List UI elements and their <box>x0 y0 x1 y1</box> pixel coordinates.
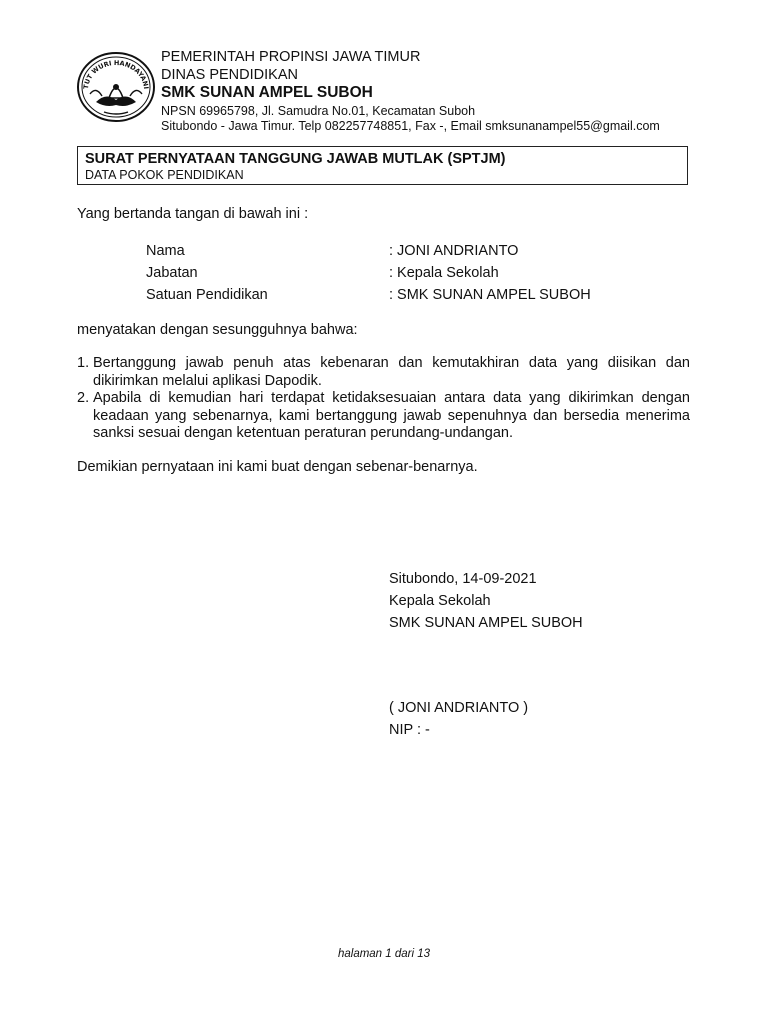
closing-text: Demikian pernyataan ini kami buat dengan sebenar-benarnya. <box>77 459 478 475</box>
signature-place-date: Situbondo, 14-09-2021 <box>389 571 537 587</box>
list-item-number: 2. <box>77 390 90 406</box>
statement-list <box>77 355 690 443</box>
identity-label: Nama <box>146 243 185 259</box>
tut-wuri-handayani-emblem-icon <box>76 50 156 124</box>
identity-label: Satuan Pendidikan <box>146 287 268 303</box>
identity-table <box>146 240 706 306</box>
letterhead-school-name: SMK SUNAN AMPEL SUBOH <box>161 84 373 101</box>
letterhead-government: PEMERINTAH PROPINSI JAWA TIMUR <box>161 49 421 65</box>
document-title-box <box>77 146 688 185</box>
letterhead-department: DINAS PENDIDIKAN <box>161 66 298 83</box>
list-item-text: Bertanggung jawab penuh atas kebenaran dan kemutakhiran data yang diisikan dan dikirimkan melalui aplikasi Dapodik. <box>93 355 690 389</box>
signature-position: Kepala Sekolah <box>389 593 491 609</box>
signature-block <box>389 568 583 634</box>
svg-text:TUT WURI HANDAYANI: TUT WURI HANDAYANI <box>81 58 150 90</box>
school-logo <box>76 50 156 124</box>
letterhead-contact: Situbondo - Jawa Timur. Telp 082257748851, Fax -, Email smksunanampel55@gmail.com <box>161 119 660 133</box>
intro-text: Yang bertanda tangan di bawah ini : <box>77 206 309 222</box>
identity-label: Jabatan <box>146 265 198 281</box>
letterhead-address: NPSN 69965798, Jl. Samudra No.01, Kecamatan Suboh <box>161 103 476 118</box>
letterhead <box>161 50 660 133</box>
signatory <box>389 697 528 741</box>
identity-value: : JONI ANDRIANTO <box>389 243 519 259</box>
page-number: halaman 1 dari 13 <box>337 948 431 960</box>
list-item <box>77 355 690 390</box>
list-item <box>77 390 690 443</box>
signatory-nip: NIP : - <box>389 722 430 738</box>
identity-row-unit <box>146 284 706 306</box>
signatory-name: ( JONI ANDRIANTO ) <box>389 700 529 716</box>
list-item-number: 1. <box>77 355 90 371</box>
document-subtitle: DATA POKOK PENDIDIKAN <box>85 168 244 182</box>
identity-row-position <box>146 262 706 284</box>
identity-row-name <box>146 240 706 262</box>
list-item-text: Apabila di kemudian hari terdapat ketidaksesuaian antara data yang dikirimkan dengan keadaan yang sebenarnya, kami bertanggung jawab sepenuhnya dan bersedia menerima sanksi sesuai dengan ketentuan peraturan perundang-undangan. <box>93 390 690 441</box>
statement-intro: menyatakan dengan sesungguhnya bahwa: <box>77 322 358 338</box>
identity-value: : Kepala Sekolah <box>389 265 499 281</box>
identity-value: : SMK SUNAN AMPEL SUBOH <box>389 287 591 303</box>
signature-school: SMK SUNAN AMPEL SUBOH <box>389 615 583 631</box>
document-title: SURAT PERNYATAAN TANGGUNG JAWAB MUTLAK (SPTJM) <box>85 151 506 167</box>
